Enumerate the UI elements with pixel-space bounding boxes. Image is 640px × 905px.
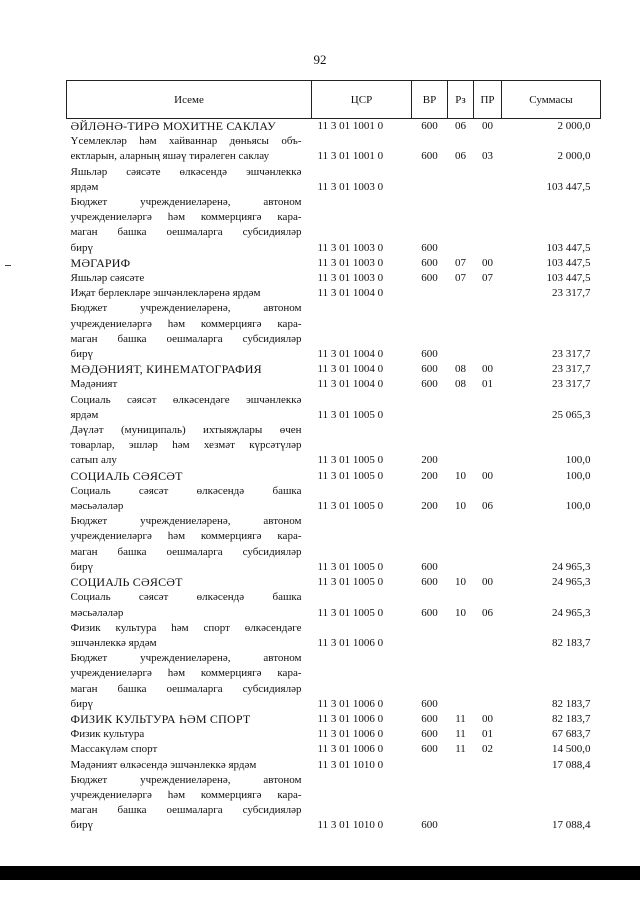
pr-code: 02: [482, 743, 493, 756]
rz-code: 11: [455, 728, 466, 741]
sum-value: 82 183,7: [552, 697, 591, 710]
item-name: [67, 727, 312, 742]
pr-code: [474, 195, 502, 256]
csr-code: 11 3 01 1005 0: [317, 606, 384, 619]
rz-code: [448, 286, 474, 301]
rz-code: [448, 514, 474, 575]
table-header: [67, 81, 601, 119]
rz-code: [448, 423, 474, 469]
section-title: [67, 256, 312, 271]
vr-code: 600: [421, 697, 438, 710]
pr-code: [474, 165, 502, 195]
sum-value: 2 000,0: [557, 120, 591, 132]
vr-code: [412, 758, 448, 773]
sum-value: 24 965,3: [552, 576, 591, 589]
item-name: [67, 651, 312, 712]
table-row: [67, 134, 601, 164]
pr-code: [474, 773, 502, 834]
vr-code: 200: [421, 469, 438, 482]
item-name-line: Социаль сәясәт өлкәсендә башка: [70, 591, 302, 604]
item-name-line: учреждениеләргә һәм коммерциягә кара-: [70, 788, 302, 801]
section-title: [67, 575, 312, 590]
item-name-line: бирү: [70, 819, 93, 832]
rz-code: 10: [455, 469, 466, 482]
vr-code: 200: [421, 500, 438, 513]
item-name: [67, 134, 312, 164]
sum-value: 2 000,0: [557, 150, 591, 163]
sum-value: 17 088,4: [552, 758, 591, 771]
item-name: [67, 286, 312, 301]
header-pr: ПР: [474, 81, 502, 119]
item-name-line: эшчәнлеккә ярдәм: [70, 636, 157, 649]
vr-code: [412, 393, 448, 423]
header-name: Исеме: [67, 81, 312, 119]
section-title: [67, 712, 312, 727]
item-name-line: учреждениеләргә һәм коммерциягә кара-: [70, 667, 302, 680]
item-name-line: бирү: [70, 560, 93, 573]
header-sum: Суммасы: [502, 81, 601, 119]
pr-code: [474, 393, 502, 423]
item-name-line: Бюджет учреждениеләренә, автоном: [70, 652, 302, 665]
pr-code: [474, 423, 502, 469]
csr-code: 11 3 01 1005 0: [317, 560, 384, 573]
csr-code: 11 3 01 1003 0: [317, 256, 384, 269]
csr-code: 11 3 01 1004 0: [317, 287, 384, 300]
item-name-line: ӘЙЛӘНӘ-ТИРӘ МОХИТНЕ САКЛАУ: [70, 119, 276, 133]
pr-code: 01: [482, 378, 493, 391]
item-name-line: СОЦИАЛЬ СӘЯСӘТ: [70, 575, 183, 590]
item-name-line: маган башка оешмаларга субсидияләр: [70, 332, 302, 345]
table-row: [67, 773, 601, 834]
item-name-line: Яшьләр сәясәте: [70, 272, 145, 285]
table-row: [67, 165, 601, 195]
sum-value: 103 447,5: [546, 180, 591, 193]
sum-value: 103 447,5: [546, 241, 591, 254]
csr-code: 11 3 01 1004 0: [317, 363, 384, 376]
csr-code: 11 3 01 1005 0: [317, 500, 384, 513]
pr-code: 00: [482, 120, 493, 132]
item-name-line: Мәдәният: [70, 378, 118, 391]
rz-code: 06: [455, 150, 466, 163]
item-name-line: учреждениеләргә һәм коммерциягә кара-: [70, 317, 302, 330]
csr-code: 11 3 01 1004 0: [317, 378, 384, 391]
item-name-line: Бюджет учреждениеләренә, автоном: [70, 196, 302, 209]
csr-code: 11 3 01 1004 0: [317, 348, 384, 361]
item-name: [67, 271, 312, 286]
table-row: [67, 727, 601, 742]
header-csr: ЦСР: [312, 81, 412, 119]
item-name-line: Үсемлекләр һәм хайваннар дөньясы объ-: [70, 135, 302, 148]
vr-code: [412, 621, 448, 651]
sum-value: 23 317,7: [552, 348, 591, 361]
pr-code: 06: [482, 606, 493, 619]
item-name-line: маган башка оешмаларга субсидияләр: [70, 682, 302, 695]
item-name-line: Физик культура һәм спорт өлкәсендәге: [70, 621, 302, 634]
item-name-line: Яшьләр сәясәте өлкәсендә эшчәнлеккә: [70, 165, 302, 178]
item-name-line: учреждениеләргә һәм коммерциягә кара-: [70, 211, 302, 224]
sum-value: 100,0: [565, 500, 591, 513]
item-name: [67, 758, 312, 773]
sum-value: 82 183,7: [552, 712, 591, 725]
item-name-line: бирү: [70, 348, 93, 361]
rz-code: 11: [455, 712, 466, 725]
table-row: [67, 484, 601, 514]
sum-value: 100,0: [565, 469, 591, 482]
vr-code: 600: [421, 256, 438, 269]
csr-code: 11 3 01 1006 0: [317, 712, 384, 725]
pr-code: 03: [482, 150, 493, 163]
item-name-line: учреждениеләргә һәм коммерциягә кара-: [70, 530, 302, 543]
rz-code: 08: [455, 363, 466, 376]
rz-code: 06: [455, 120, 466, 132]
section-title: [67, 362, 312, 377]
item-name-line: маган башка оешмаларга субсидияләр: [70, 226, 302, 239]
table-row: [67, 469, 601, 484]
item-name-line: маган башка оешмаларга субсидияләр: [70, 545, 302, 558]
item-name-line: Бюджет учреждениеләренә, автоном: [70, 773, 302, 786]
table-body: [67, 119, 601, 834]
section-title: [67, 469, 312, 484]
table-row: [67, 575, 601, 590]
item-name: [67, 423, 312, 469]
sum-value: 23 317,7: [552, 287, 591, 300]
pr-code: 00: [482, 712, 493, 725]
table-row: [67, 362, 601, 377]
rz-code: 07: [455, 256, 466, 269]
pr-code: [474, 514, 502, 575]
rz-code: 11: [455, 743, 466, 756]
pr-code: 06: [482, 500, 493, 513]
csr-code: 11 3 01 1005 0: [317, 454, 384, 467]
vr-code: 200: [421, 454, 438, 467]
pr-code: 01: [482, 728, 493, 741]
item-name: [67, 377, 312, 392]
item-name-line: маган башка оешмаларга субсидияләр: [70, 804, 302, 817]
vr-code: 600: [421, 241, 438, 254]
pr-code: 07: [482, 272, 493, 285]
csr-code: 11 3 01 1005 0: [317, 469, 384, 482]
pr-code: 00: [482, 469, 493, 482]
item-name: [67, 773, 312, 834]
item-name-line: ярдәм: [70, 180, 99, 193]
vr-code: 600: [421, 712, 438, 725]
vr-code: 600: [421, 363, 438, 376]
item-name-line: ФИЗИК КУЛЬТУРА ҺӘМ СПОРТ: [70, 711, 251, 726]
table-row: [67, 514, 601, 575]
csr-code: 11 3 01 1001 0: [317, 150, 384, 163]
rz-code: [448, 301, 474, 362]
header-vr: ВР: [412, 81, 448, 119]
item-name-line: бирү: [70, 697, 93, 710]
pr-code: [474, 621, 502, 651]
rz-code: [448, 758, 474, 773]
item-name-line: мәсьәләләр: [70, 500, 124, 513]
vr-code: [412, 165, 448, 195]
vr-code: 600: [421, 348, 438, 361]
item-name-line: сатып алу: [70, 454, 117, 467]
item-name: [67, 590, 312, 620]
vr-code: 600: [421, 576, 438, 589]
item-name-line: ектларын, аларның яшәү тирәлеген саклау: [70, 150, 270, 163]
table-row: [67, 286, 601, 301]
item-name-line: Социаль сәясәт өлкәсендә башка: [70, 484, 302, 497]
sum-value: 103 447,5: [546, 256, 591, 269]
item-name-line: Мәдәният өлкәсендә эшчәнлеккә ярдәм: [70, 758, 257, 771]
sum-value: 82 183,7: [552, 636, 591, 649]
sum-value: 67 683,7: [552, 728, 591, 741]
item-name-line: мәсьәләләр: [70, 606, 124, 619]
table-row: [67, 377, 601, 392]
rz-code: [448, 195, 474, 256]
csr-code: 11 3 01 1006 0: [317, 636, 384, 649]
sum-value: 100,0: [565, 454, 591, 467]
csr-code: 11 3 01 1003 0: [317, 180, 384, 193]
item-name-line: Физик культура: [70, 728, 145, 741]
vr-code: 600: [421, 743, 438, 756]
table-row: [67, 271, 601, 286]
margin-mark: [5, 265, 11, 266]
vr-code: 600: [421, 560, 438, 573]
item-name-line: Иҗат берлекләре эшчәнлекләренә ярдәм: [70, 287, 261, 300]
rz-code: [448, 773, 474, 834]
item-name-line: бирү: [70, 241, 93, 254]
rz-code: 10: [455, 606, 466, 619]
csr-code: 11 3 01 1005 0: [317, 576, 384, 589]
table-row: [67, 301, 601, 362]
vr-code: [412, 286, 448, 301]
rz-code: [448, 621, 474, 651]
table-row: [67, 256, 601, 271]
vr-code: 600: [421, 272, 438, 285]
csr-code: 11 3 01 1003 0: [317, 241, 384, 254]
item-name-line: Дәүләт (муниципаль) ихтыяҗлары өчен: [70, 424, 302, 437]
sum-value: 24 965,3: [552, 560, 591, 573]
table-row: [67, 423, 601, 469]
pr-code: 00: [482, 256, 493, 269]
pr-code: [474, 758, 502, 773]
item-name-line: МӘДӘНИЯТ, КИНЕМАТОГРАФИЯ: [70, 362, 262, 377]
item-name-line: товарлар, эшләр һәм хезмәт күрсәтүләр: [70, 439, 302, 452]
item-name-line: Бюджет учреждениеләренә, автоном: [70, 302, 302, 315]
header-rz: Рз: [448, 81, 474, 119]
item-name-line: Бюджет учреждениеләренә, автоном: [70, 515, 302, 528]
vr-code: 600: [421, 378, 438, 391]
table-row: [67, 758, 601, 773]
csr-code: 11 3 01 1006 0: [317, 728, 384, 741]
rz-code: [448, 165, 474, 195]
vr-code: 600: [421, 150, 438, 163]
item-name-line: ярдәм: [70, 408, 99, 421]
section-title: [67, 119, 312, 135]
rz-code: 08: [455, 378, 466, 391]
vr-code: 600: [421, 120, 438, 132]
table-row: [67, 119, 601, 135]
vr-code: 600: [421, 728, 438, 741]
budget-table: [66, 80, 601, 834]
item-name: [67, 165, 312, 195]
table-row: [67, 195, 601, 256]
table-row: [67, 651, 601, 712]
rz-code: 10: [455, 576, 466, 589]
sum-value: 103 447,5: [546, 272, 591, 285]
rz-code: 07: [455, 272, 466, 285]
table-row: [67, 712, 601, 727]
scan-bottom-bar: [0, 866, 640, 880]
sum-value: 17 088,4: [552, 819, 591, 832]
csr-code: 11 3 01 1006 0: [317, 743, 384, 756]
item-name: [67, 301, 312, 362]
sum-value: 25 065,3: [552, 408, 591, 421]
item-name: [67, 393, 312, 423]
item-name-line: Социаль сәясәт өлкәсендәге эшчәнлеккә: [70, 393, 302, 406]
rz-code: [448, 393, 474, 423]
csr-code: 11 3 01 1001 0: [317, 120, 384, 132]
sum-value: 24 965,3: [552, 606, 591, 619]
item-name: [67, 514, 312, 575]
rz-code: [448, 651, 474, 712]
csr-code: 11 3 01 1010 0: [317, 819, 384, 832]
sum-value: 23 317,7: [552, 363, 591, 376]
pr-code: [474, 301, 502, 362]
vr-code: 600: [421, 606, 438, 619]
item-name-line: Массакүләм спорт: [70, 743, 158, 756]
pr-code: 00: [482, 576, 493, 589]
csr-code: 11 3 01 1005 0: [317, 408, 384, 421]
sum-value: 23 317,7: [552, 378, 591, 391]
table-row: [67, 742, 601, 757]
item-name: [67, 742, 312, 757]
page-number: 92: [313, 52, 327, 67]
item-name-line: МӘГАРИФ: [70, 255, 131, 270]
csr-code: 11 3 01 1010 0: [317, 758, 384, 771]
pr-code: 00: [482, 363, 493, 376]
csr-code: 11 3 01 1003 0: [317, 272, 384, 285]
item-name: [67, 195, 312, 256]
table-row: [67, 621, 601, 651]
table-row: [67, 393, 601, 423]
vr-code: 600: [421, 819, 438, 832]
csr-code: 11 3 01 1006 0: [317, 697, 384, 710]
table-row: [67, 590, 601, 620]
pr-code: [474, 286, 502, 301]
pr-code: [474, 651, 502, 712]
item-name: [67, 621, 312, 651]
sum-value: 14 500,0: [552, 743, 591, 756]
item-name: [67, 484, 312, 514]
rz-code: 10: [455, 500, 466, 513]
item-name-line: СОЦИАЛЬ СӘЯСӘТ: [70, 468, 183, 483]
